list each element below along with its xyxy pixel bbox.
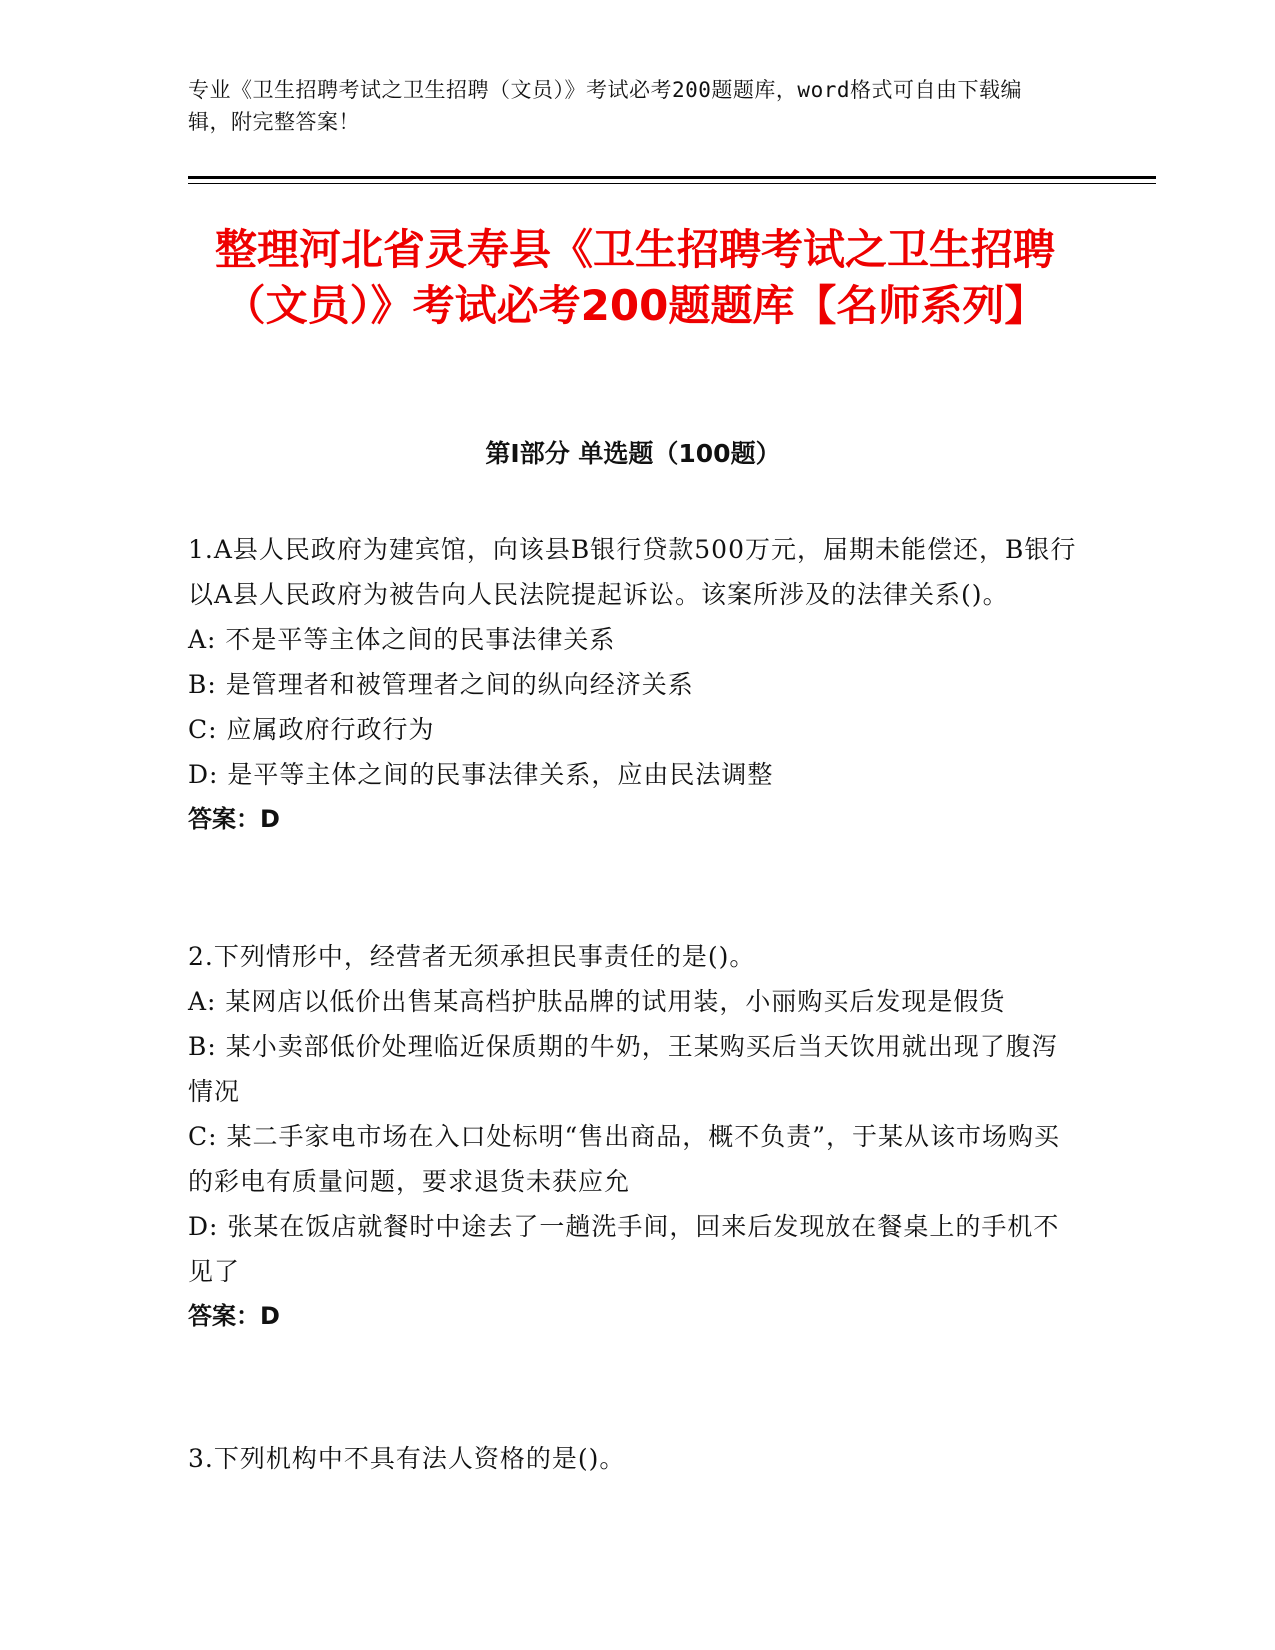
question-3 [188,1436,1078,1481]
question-option: C: 某二手家电市场在入口处标明“售出商品，概不负责”，于某从该市场购买的彩电有质量问题，要求退货未获应允 [188,1122,1061,1196]
section-heading: 第I部分 单选题（100题） [485,439,781,468]
question-stem: 2.下列情形中，经营者无须承担民事责任的是()。 [188,942,756,971]
question-stem: 3.下列机构中不具有法人资格的是()。 [188,1444,626,1473]
question-option: D: 张某在饭店就餐时中途去了一趟洗手间，回来后发现放在餐桌上的手机不见了 [188,1212,1060,1286]
question-option: C: 应属政府行政行为 [188,715,435,744]
question-option: A: 不是平等主体之间的民事法律关系 [188,625,616,654]
header-divider-thin [188,183,1156,184]
header-note: 专业《卫生招聘考试之卫生招聘（文员）》考试必考200题题库，word格式可自由下载编辑，附完整答案！ [188,78,1022,134]
header-divider-thick [188,176,1156,179]
document-title: 整理河北省灵寿县《卫生招聘考试之卫生招聘（文员）》考试必考200题题库【名师系列】 [214,225,1055,330]
question-option: D: 是平等主体之间的民事法律关系，应由民法调整 [188,760,774,789]
question-answer: 答案：D [188,805,280,833]
question-2 [188,934,1078,1339]
question-1 [188,527,1078,842]
question-option: B: 是管理者和被管理者之间的纵向经济关系 [188,670,694,699]
question-answer: 答案：D [188,1302,280,1330]
question-option: B: 某小卖部低价处理临近保质期的牛奶，王某购买后当天饮用就出现了腹泻情况 [188,1032,1058,1106]
question-option: A: 某网店以低价出售某高档护肤品牌的试用装，小丽购买后发现是假货 [188,987,1006,1016]
question-stem: 1.A县人民政府为建宾馆，向该县B银行贷款500万元，届期未能偿还，B银行以A县人民政府为被告向人民法院提起诉讼。该案所涉及的法律关系()。 [188,535,1077,609]
